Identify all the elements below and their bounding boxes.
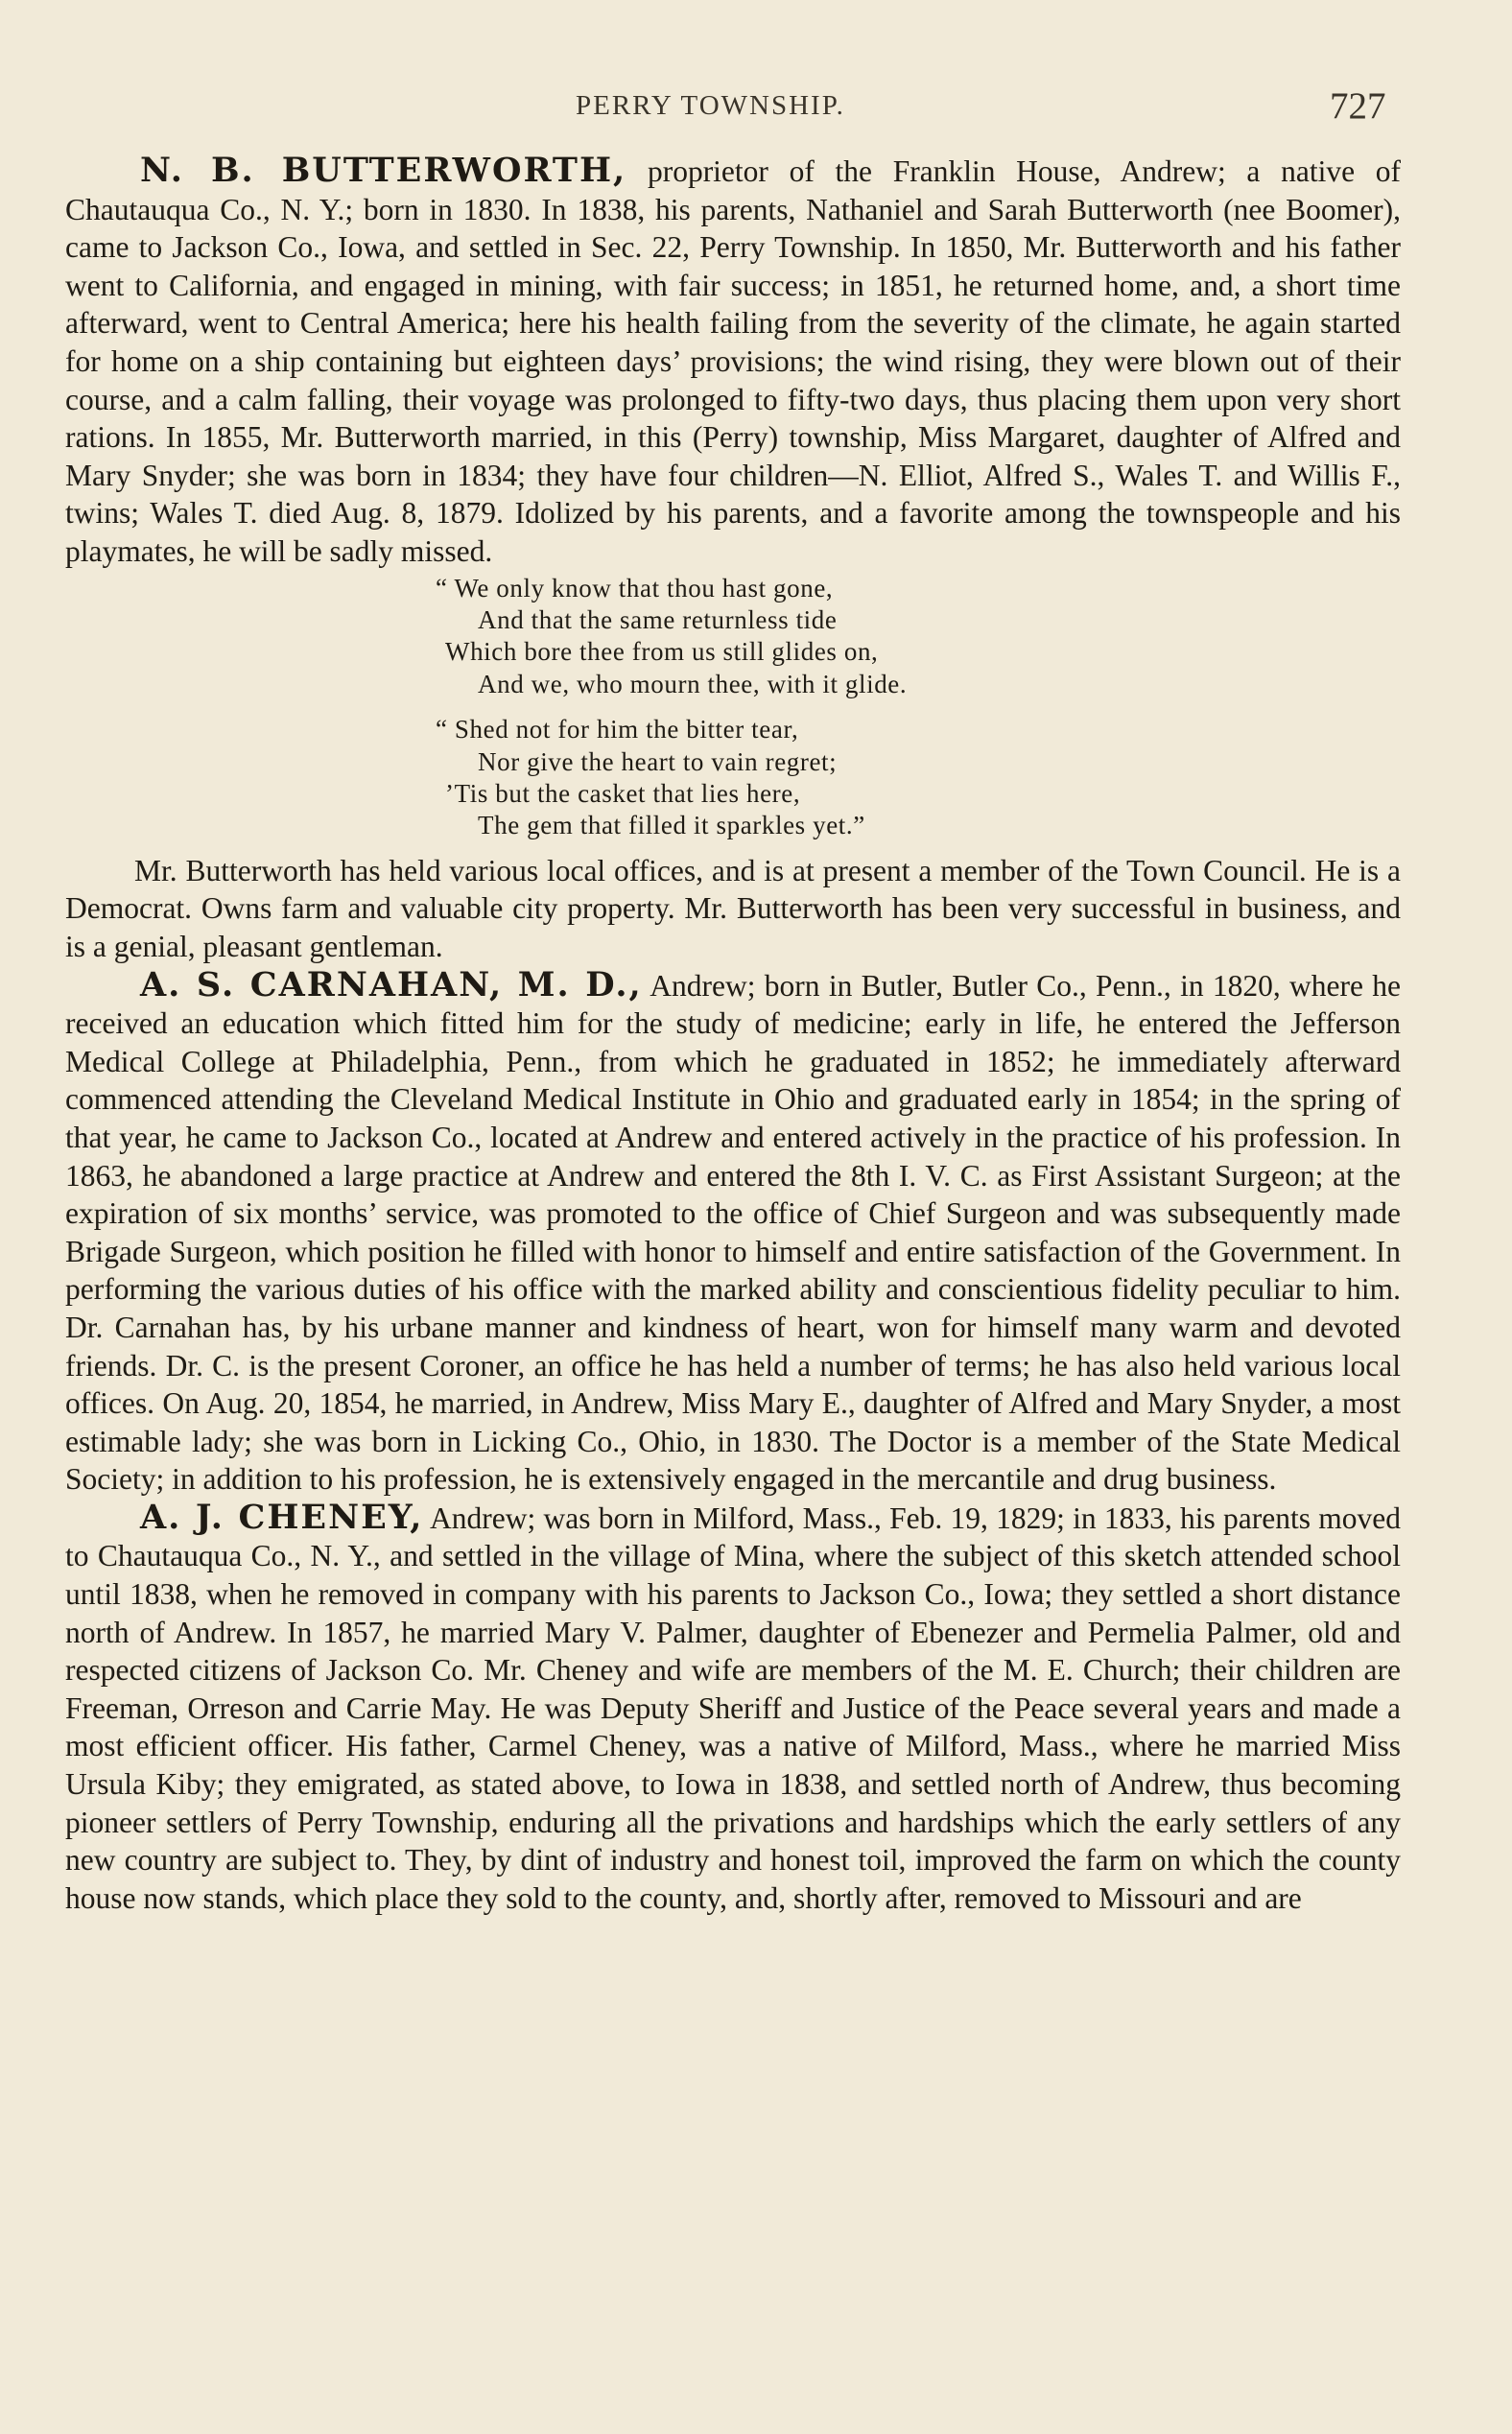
entry-name: A. J. CHENEY, bbox=[140, 1497, 424, 1537]
poem-line: Nor give the heart to vain regret; bbox=[478, 746, 838, 776]
poem-line: And we, who mourn thee, with it glide. bbox=[478, 669, 908, 698]
entry-carnahan bbox=[65, 966, 1401, 1499]
entry-text: proprietor of the Franklin House, Andrew; a native of Chautauqua Co., N. Y.; born in 1830. In 1838, his parents, Nathaniel and Sarah Butterworth (nee Boomer), came to Jackson Co., Iowa, and settled in Sec. 22, Perry Township. In 1850, Mr. Butterworth and his father went to California, and engaged in mining, with fair success; in 1851, he returned home, and, a short time afterward, went to Central America; here his health failing from the severity of the climate, he again started for home on a ship containing but eighteen days’ provisions; the wind rising, they were blown out of their course, and a calm falling, their voyage was prolonged to fifty-two days, thus placing them upon very short rations. In 1855, Mr. Butterworth married, in this (Perry) township, Miss Margaret, daughter of Alfred and Mary Snyder; she was born in 1834; they have four children—N. Elliot, Alfred S., Wales T. and Willis F., twins; Wales T. died Aug. 8, 1879. Idolized by his parents, and a favorite among the townspeople and his playmates, he will be sadly missed. bbox=[65, 154, 1402, 568]
poem-line: “ Shed not for him the bitter tear, bbox=[436, 715, 799, 744]
entry-text: Andrew; born in Butler, Butler Co., Penn., in 1820, where he received an education which fitted him for the study of medicine; early in life, he entered the Jefferson Medical College at Philadelphia, Penn., from which he graduated in 1852; he immediately afterward commenced attending the Cleveland Medical Institute in Ohio and graduated early in 1854; in the spring of that year, he came to Jackson Co., located at Andrew and entered actively in the practice of his profession. In 1863, he abandoned a large practice at Andrew and entered the 8th I. V. C. as First Assistant Surgeon; at the expiration of six months’ service, was promoted to the office of Chief Surgeon and was subsequently made Brigade Surgeon, which position he filled with honor to himself and entire satisfaction of the Government. In performing the various duties of his office with the marked ability and conscientious fidelity peculiar to him. Dr. Carnahan has, by his urbane manner and kindness of heart, won for himself many warm and devoted friends. Dr. C. is the present Coroner, an office he has held a number of terms; he has also held various local offices. On Aug. 20, 1854, he married, in Andrew, Miss Mary E., daughter of Alfred and Mary Snyder, a most estimable lady; she was born in Licking Co., Ohio, in 1830. The Doctor is a member of the State Medical Society; in addition to his profession, he is extensively engaged in the mercantile and drug business. bbox=[65, 968, 1401, 1497]
entry-butterworth-continuation: Mr. Butterworth has held various local offices, and is at present a member of the Town Council. He is a Democrat. Owns farm and valuable city property. Mr. Butterworth has been very successful in business, and is a genial, pleasant gentleman. bbox=[65, 853, 1401, 963]
poem-line: Which bore thee from us still glides on, bbox=[445, 637, 879, 667]
poem-line: “ We only know that thou hast gone, bbox=[436, 573, 834, 603]
poem-stanza bbox=[436, 573, 1401, 701]
entry-name: A. S. CARNAHAN, M. D., bbox=[140, 964, 643, 1004]
body-text bbox=[65, 152, 1401, 1917]
poem-stanza bbox=[436, 714, 1401, 842]
poem-line: ’Tis but the casket that lies here, bbox=[445, 778, 801, 808]
entry-text: Andrew; was born in Milford, Mass., Feb. 19, 1829; in 1833, his parents moved to Chautauqua Co., N. Y., and settled in the village of Mina, where the subject of this sketch attended school until 1838, when he removed in company with his parents to Jackson Co., Iowa; they settled a short distance north of Andrew. In 1857, he married Mary V. Palmer, daughter of Ebenezer and Permelia Palmer, old and respected citizens of Jackson Co. Mr. Cheney and wife are members of the M. E. Church; their children are Freeman, Orreson and Carrie May. He was Deputy Sheriff and Justice of the Peace several years and made a most efficient officer. His father, Carmel Cheney, was a native of Milford, Mass., where he married Miss Ursula Kiby; they emigrated, as stated above, to Iowa in 1838, and settled north of Andrew, thus becoming pioneer settlers of Perry Township, enduring all the privations and hardships which the early settlers of any new country are subject to. They, by dint of industry and honest toil, improved the farm on which the county house now stands, which place they sold to the county, and, shortly after, removed to Missouri and are bbox=[65, 1501, 1402, 1915]
page-number: 727 bbox=[1330, 85, 1386, 127]
running-title: PERRY TOWNSHIP. bbox=[576, 90, 845, 121]
running-head bbox=[0, 84, 1512, 132]
entry-name: N. B. BUTTERWORTH, bbox=[140, 151, 627, 190]
entry-butterworth bbox=[65, 152, 1401, 571]
poem-line: And that the same returnless tide bbox=[478, 604, 838, 634]
entry-cheney bbox=[65, 1499, 1401, 1918]
poem-line: The gem that filled it sparkles yet.” bbox=[478, 811, 865, 840]
poem bbox=[65, 573, 1401, 842]
